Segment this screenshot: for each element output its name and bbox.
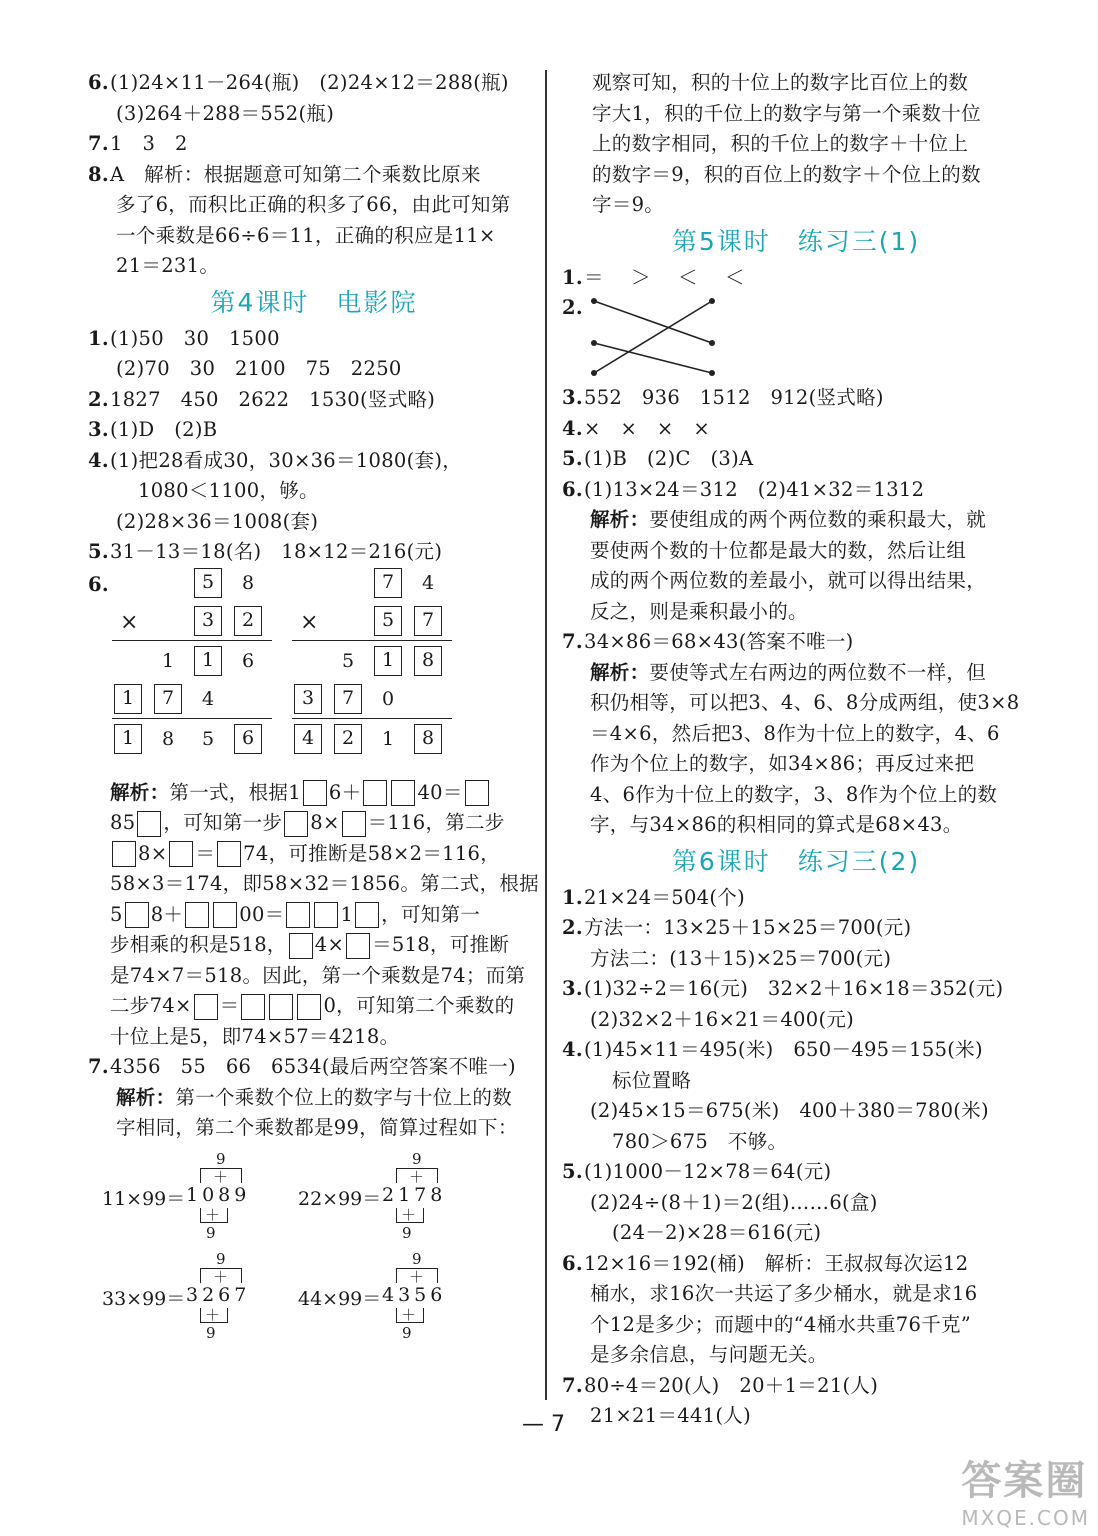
text: 8× xyxy=(138,841,168,865)
digit: 6 xyxy=(241,649,255,672)
text: 5 xyxy=(110,902,123,926)
q7-analysis-line xyxy=(88,1083,540,1114)
question-number: 4. xyxy=(562,1038,583,1061)
question-number: 3. xyxy=(562,386,583,409)
answer-line xyxy=(562,749,1030,780)
answer-line xyxy=(562,944,1030,975)
answer-line xyxy=(88,476,540,507)
answer-line xyxy=(562,974,1030,1005)
top-nine: 9 xyxy=(216,1249,226,1268)
answer-text: 780＞675 不够。 xyxy=(612,1129,788,1153)
answer-line xyxy=(562,1188,1030,1219)
digit: 0 xyxy=(381,687,395,710)
blank-box xyxy=(303,780,327,806)
answer-line xyxy=(88,221,540,252)
answer-text: 多了6，而积比正确的积多了66，由此可知第 xyxy=(116,193,511,216)
blank-box xyxy=(284,811,308,837)
answer-text: (1)50 30 1500 xyxy=(110,326,280,350)
answer-line xyxy=(88,415,540,446)
text: 0，可知第二个乘数的 xyxy=(323,994,515,1017)
blank-box xyxy=(297,994,321,1020)
q2-number: 2. xyxy=(562,296,583,319)
q1-text: ＝ ＞ ＜ ＜ xyxy=(584,265,749,289)
blank-box xyxy=(217,841,241,867)
answer-text: (24－2)×28＝616(元) xyxy=(612,1221,822,1244)
top-nine: 9 xyxy=(412,1149,422,1168)
answer-text: 21×21＝441(人) xyxy=(590,1404,751,1427)
digit-box: 7 xyxy=(374,568,402,598)
watermark-logo: 答案圈 xyxy=(961,1458,1088,1504)
question-number: 7. xyxy=(562,630,583,653)
answer-text: 个12是多少；而题中的“4桶水共重76千克” xyxy=(590,1312,972,1336)
q1-answer xyxy=(562,263,1030,294)
expression-left: 33×99＝ xyxy=(102,1287,186,1310)
expression-result: 1089 xyxy=(186,1183,251,1206)
answer-line xyxy=(562,536,1030,567)
simplified-calc-diagram xyxy=(298,1150,478,1246)
match-line xyxy=(594,343,712,373)
right-top-analysis xyxy=(562,68,1030,221)
analysis-line xyxy=(110,808,540,839)
answer-text: (1)24×11－264(瓶) (2)24×12＝288(瓶) xyxy=(110,71,509,94)
analysis-keyword: 解析： xyxy=(590,660,650,684)
text: 40＝ xyxy=(417,780,463,804)
answer-line xyxy=(562,1371,1030,1402)
blank-box xyxy=(314,902,338,928)
text: 00＝ xyxy=(239,902,285,926)
q6-analysis xyxy=(88,778,540,1053)
text: 步相乘的积是518， xyxy=(110,933,287,956)
blank-box xyxy=(241,994,265,1020)
digit-box: 3 xyxy=(194,606,222,636)
answer-text: 上的数字相同，积的千位上的数字＋十位上 xyxy=(592,132,969,155)
dot xyxy=(591,298,597,304)
answer-text: 80÷4＝20(人) 20＋1＝21(人) xyxy=(584,1373,879,1397)
answer-line xyxy=(562,810,1030,841)
digit: 1 xyxy=(381,727,395,750)
blank-box xyxy=(342,811,366,837)
analysis-keyword: 解析： xyxy=(110,780,170,804)
blank-box xyxy=(194,994,218,1020)
analysis-text: 要使等式左右两边的两位数不一样，但 xyxy=(649,660,987,684)
blank-box xyxy=(169,841,193,867)
answer-line xyxy=(562,1279,1030,1310)
question-number: 5. xyxy=(562,447,583,470)
bottom-nine: 9 xyxy=(402,1323,412,1342)
answer-line xyxy=(88,129,540,160)
expression-left: 44×99＝ xyxy=(298,1287,382,1310)
text: ＝ xyxy=(195,841,216,865)
top-nine: 9 xyxy=(412,1249,422,1268)
watermark-url: MXQE.COM xyxy=(961,1506,1090,1530)
blank-box xyxy=(346,933,370,959)
answer-line xyxy=(562,1249,1030,1280)
plus-sign: ＋ xyxy=(205,1205,221,1224)
text: 二步74× xyxy=(110,994,192,1017)
answer-text: 字，与34×86的积相同的算式是68×43。 xyxy=(590,813,963,836)
analysis-keyword: 解析： xyxy=(116,1085,176,1109)
plus-sign: ＋ xyxy=(409,1167,425,1186)
answer-line xyxy=(562,1401,1030,1432)
digit: 4 xyxy=(421,571,435,594)
digit-box: 8 xyxy=(414,724,442,754)
watermark xyxy=(961,1449,1090,1530)
plus-sign: ＋ xyxy=(205,1305,221,1324)
q7-99-diagrams xyxy=(88,1144,540,1344)
answer-line xyxy=(562,1127,1030,1158)
answer-line xyxy=(562,658,1030,689)
question-number: 5. xyxy=(562,1160,583,1183)
digit-box: 7 xyxy=(414,606,442,636)
dot xyxy=(709,370,715,376)
answer-text: 字＝9。 xyxy=(592,193,665,216)
bottom-nine: 9 xyxy=(206,1323,216,1342)
answer-line xyxy=(562,383,1030,414)
answer-text: (1)B (2)C (3)A xyxy=(584,447,754,470)
digit: 8 xyxy=(161,727,175,750)
blank-box xyxy=(125,902,149,928)
digit-box: 1 xyxy=(194,646,222,676)
answer-text: 12×16＝192(桶) 解析：王叔叔每次运12 xyxy=(584,1251,969,1275)
text: ＝518，可推断 xyxy=(372,933,510,956)
digit-box: 5 xyxy=(374,606,402,636)
text: 第一个乘数个位上的数字与十位上的数 xyxy=(175,1085,513,1109)
answer-text: 1827 450 2622 1530(竖式略) xyxy=(110,387,436,411)
analysis-keyword: 解析： xyxy=(590,508,650,531)
digit-box: 1 xyxy=(374,646,402,676)
answer-text: 34×86＝68×43(答案不唯一) xyxy=(584,630,854,653)
answer-line xyxy=(88,507,540,538)
answer-line xyxy=(562,1310,1030,1341)
blank-box xyxy=(185,902,209,928)
text: 第一式，根据1 xyxy=(169,780,301,804)
plus-sign: ＋ xyxy=(213,1267,229,1286)
answer-line xyxy=(562,1157,1030,1188)
digit: 1 xyxy=(161,649,175,672)
answer-text: ＝4×6，然后把3、8作为十位上的数字，4、6 xyxy=(590,721,1000,745)
digit-box: 4 xyxy=(294,724,322,754)
cross-lines-svg xyxy=(587,293,767,383)
answer-text: 积仍相等，可以把3、4、6、8分成两组，使3×8 xyxy=(590,691,1020,714)
digit-box: 2 xyxy=(334,724,362,754)
q6-number: 6. xyxy=(88,572,109,596)
answer-text: (2)32×2＋16×21＝400(元) xyxy=(590,1007,855,1031)
answer-line xyxy=(562,414,1030,445)
analysis-line xyxy=(110,900,540,931)
question-number: 4. xyxy=(562,416,583,440)
answer-line xyxy=(88,537,540,568)
simplified-calc-diagram xyxy=(298,1250,478,1346)
question-number: 3. xyxy=(562,977,583,1000)
left-column xyxy=(88,68,540,1344)
text: 8＋ xyxy=(150,902,184,926)
text: ，可知第一步 xyxy=(163,811,283,834)
lesson4-answers xyxy=(88,324,540,568)
answer-text: 作为个位上的数字，如34×86；再反过来把 xyxy=(590,752,975,775)
question-number: 4. xyxy=(88,448,109,472)
answer-text: 是多余信息，与问题无关。 xyxy=(590,1343,828,1366)
question-number: 5. xyxy=(88,540,109,563)
text: ，可知第一 xyxy=(381,902,481,926)
question-number: 2. xyxy=(562,916,583,939)
answer-text: 成的两个两位数的差最小，就可以得出结果， xyxy=(590,569,987,592)
expression-left: 11×99＝ xyxy=(102,1187,186,1210)
answer-line xyxy=(562,780,1030,811)
digit-box: 1 xyxy=(114,724,142,754)
answer-line xyxy=(562,1035,1030,1066)
rule-line xyxy=(112,718,272,720)
digit-box: 7 xyxy=(154,684,182,714)
q7-answer xyxy=(88,1052,540,1083)
answer-line xyxy=(88,68,540,99)
answer-text: (1)D (2)B xyxy=(110,418,218,441)
answer-text: (2)70 30 2100 75 2250 xyxy=(116,357,402,380)
rule-line xyxy=(292,718,452,720)
digit-box: 8 xyxy=(414,646,442,676)
answer-text: A 解析：根据题意可知第二个乘数比原来 xyxy=(110,162,481,186)
answer-line xyxy=(562,1340,1030,1371)
rule-line xyxy=(292,640,452,642)
analysis-line: 是74×7＝518。因此，第一个乘数是74；而第 xyxy=(110,963,526,987)
dot xyxy=(709,298,715,304)
answer-text: × × × × xyxy=(584,416,710,440)
question-number: 7. xyxy=(88,132,109,155)
answer-text: (2)24÷(8＋1)＝2(组)……6(盒) xyxy=(590,1190,878,1214)
answer-line xyxy=(88,385,540,416)
answer-line xyxy=(562,566,1030,597)
times-sign: × xyxy=(120,609,139,635)
answer-text: 反之，则是乘积最小的。 xyxy=(590,599,808,623)
answer-text: 桶水，求16次一共运了多少桶水，就是求16 xyxy=(590,1282,978,1305)
section-title-lesson4: 第4课时 电影院 xyxy=(210,287,418,317)
text: 8× xyxy=(310,811,340,834)
answer-line xyxy=(592,190,1030,221)
analysis-line xyxy=(110,991,540,1022)
question-number: 6. xyxy=(562,477,583,501)
plus-sign: ＋ xyxy=(409,1267,425,1286)
dot xyxy=(709,340,715,346)
answer-line xyxy=(562,883,1030,914)
answer-line xyxy=(562,719,1030,750)
page-number-value: 7 xyxy=(551,1412,565,1437)
expression-result: 3267 xyxy=(186,1283,251,1306)
left-top-answers xyxy=(88,68,540,282)
digit-box: 2 xyxy=(234,606,262,636)
answer-text: 方法二：(13＋15)×25＝700(元) xyxy=(590,946,892,970)
digit: 5 xyxy=(341,649,355,672)
times-sign: × xyxy=(300,609,319,635)
answer-line xyxy=(562,1066,1030,1097)
answer-text: 观察可知，积的十位上的数字比百位上的数 xyxy=(592,71,969,94)
answer-text: (2)45×15＝675(米) 400＋380＝780(米) xyxy=(590,1099,989,1122)
answer-line xyxy=(562,1218,1030,1249)
text: 4× xyxy=(314,933,345,956)
answer-text: (1)把28看成30，30×36＝1080(套)， xyxy=(110,448,463,472)
page-number: — 7 xyxy=(522,1412,565,1437)
answer-line xyxy=(88,324,540,355)
answer-text: 21×24＝504(个) xyxy=(584,885,745,909)
blank-box xyxy=(391,780,415,806)
text: 85 xyxy=(110,811,136,834)
answer-line xyxy=(88,446,540,477)
q6-vertical-multiplication xyxy=(88,568,540,778)
q7-number: 7. xyxy=(88,1055,109,1078)
digit: 4 xyxy=(201,687,215,710)
question-number: 6. xyxy=(88,71,109,94)
question-number: 2. xyxy=(88,387,109,411)
question-number: 6. xyxy=(562,1251,583,1275)
simplified-calc-diagram xyxy=(102,1250,282,1346)
answer-line xyxy=(562,444,1030,475)
expression-result: 2178 xyxy=(382,1183,447,1206)
answer-line xyxy=(562,475,1030,506)
answer-text: 4、6作为十位上的数字，3、8作为个位上的数 xyxy=(590,782,998,806)
answer-text: (1)32÷2＝16(元) 32×2＋16×18＝352(元) xyxy=(584,977,1004,1000)
answer-text: 一个乘数是66÷6＝11，正确的积应是11× xyxy=(116,223,496,247)
dot xyxy=(591,340,597,346)
answer-line xyxy=(592,160,1030,191)
digit: 5 xyxy=(201,727,215,750)
column-divider xyxy=(545,70,547,1400)
answer-text: (2)28×36＝1008(套) xyxy=(116,509,319,533)
answer-text: (1)45×11＝495(米) 650－495＝155(米) xyxy=(584,1038,983,1061)
simplified-calc-diagram xyxy=(102,1150,282,1246)
bottom-nine: 9 xyxy=(402,1223,412,1242)
lesson6-answers xyxy=(562,883,1030,1432)
answer-text: (1)13×24＝312 (2)41×32＝1312 xyxy=(584,477,925,501)
answer-text: 31－13＝18(名) 18×12＝216(元) xyxy=(110,540,443,563)
dot xyxy=(591,370,597,376)
answer-line xyxy=(562,688,1030,719)
top-nine: 9 xyxy=(216,1149,226,1168)
answer-line xyxy=(562,1096,1030,1127)
plus-sign: ＋ xyxy=(401,1305,417,1324)
blank-box xyxy=(363,780,387,806)
analysis-line xyxy=(110,778,540,809)
answer-line xyxy=(592,99,1030,130)
text: 6＋ xyxy=(328,780,362,804)
rule-line xyxy=(112,640,272,642)
text: 74，可推断是58×2＝116， xyxy=(243,841,501,865)
blank-box xyxy=(269,994,293,1020)
plus-sign: ＋ xyxy=(401,1205,417,1224)
blank-box xyxy=(112,841,136,867)
text: ＝116，第二步 xyxy=(367,811,505,834)
blank-box xyxy=(465,780,489,806)
answer-line xyxy=(88,251,540,282)
bottom-nine: 9 xyxy=(206,1223,216,1242)
blank-box xyxy=(355,902,379,928)
answer-line xyxy=(88,99,540,130)
answer-text: 的数字＝9，积的百位上的数字＋个位上的数 xyxy=(592,162,981,186)
answer-text: 1 3 2 xyxy=(110,132,188,155)
answer-line xyxy=(562,505,1030,536)
answer-line xyxy=(88,354,540,385)
analysis-line: 58×3＝174，即58×32＝1856。第二式，根据 xyxy=(110,872,539,895)
question-number: 3. xyxy=(88,418,109,441)
q7-text: 4356 55 66 6534(最后两空答案不唯一) xyxy=(110,1055,516,1078)
section-title-lesson6: 第6课时 练习三(2) xyxy=(671,846,921,876)
q2-matching-diagram xyxy=(562,293,1030,383)
question-number: 7. xyxy=(562,1373,583,1397)
blank-box xyxy=(286,902,310,928)
answer-line xyxy=(592,68,1030,99)
digit-box: 6 xyxy=(234,724,262,754)
analysis-line: 十位上是5，即74×57＝4218。 xyxy=(110,1024,400,1048)
digit-box: 1 xyxy=(114,684,142,714)
answer-text: 要使两个数的十位都是最大的数，然后让组 xyxy=(590,538,967,562)
question-number: 1. xyxy=(562,885,583,909)
answer-line xyxy=(88,160,540,191)
blank-box xyxy=(213,902,237,928)
answer-line xyxy=(562,913,1030,944)
question-number: 1. xyxy=(88,326,109,350)
right-column xyxy=(562,68,1030,1432)
q7-analysis-line: 字相同，第二个乘数都是99，简算过程如下： xyxy=(116,1116,518,1139)
answer-line xyxy=(562,597,1030,628)
expression-left: 22×99＝ xyxy=(298,1187,382,1210)
lesson5-answers xyxy=(562,383,1030,841)
answer-text: 字大1，积的千位上的数字与第一个乘数十位 xyxy=(592,101,981,125)
section-title-lesson5: 第5课时 练习三(1) xyxy=(671,226,921,256)
answer-line xyxy=(592,129,1030,160)
digit: 8 xyxy=(241,571,255,594)
question-number: 8. xyxy=(88,162,109,186)
q1-number: 1. xyxy=(562,265,583,289)
digit-box: 7 xyxy=(334,684,362,714)
answer-text: 552 936 1512 912(竖式略) xyxy=(584,386,884,409)
digit-box: 3 xyxy=(294,684,322,714)
text: ＝ xyxy=(219,994,240,1017)
digit-box: 5 xyxy=(194,568,222,598)
analysis-text: 要使组成的两个两位数的乘积最大，就 xyxy=(649,508,987,531)
answer-line xyxy=(88,190,540,221)
answer-line xyxy=(562,627,1030,658)
answer-text: 标位置略 xyxy=(612,1068,692,1092)
answer-text: 21＝231。 xyxy=(116,254,220,277)
answer-text: (1)1000－12×78＝64(元) xyxy=(584,1160,832,1183)
answer-line xyxy=(562,1005,1030,1036)
analysis-line xyxy=(110,839,540,870)
blank-box xyxy=(289,933,313,959)
answer-text: 1080＜1100，够。 xyxy=(138,479,319,502)
expression-result: 4356 xyxy=(382,1283,447,1306)
plus-sign: ＋ xyxy=(213,1167,229,1186)
text: 1 xyxy=(340,902,354,926)
answer-text: 方法一：13×25＋15×25＝700(元) xyxy=(584,916,912,939)
blank-box xyxy=(137,811,161,837)
answer-text: (3)264＋288＝552(瓶) xyxy=(116,101,335,125)
analysis-line xyxy=(110,930,540,961)
